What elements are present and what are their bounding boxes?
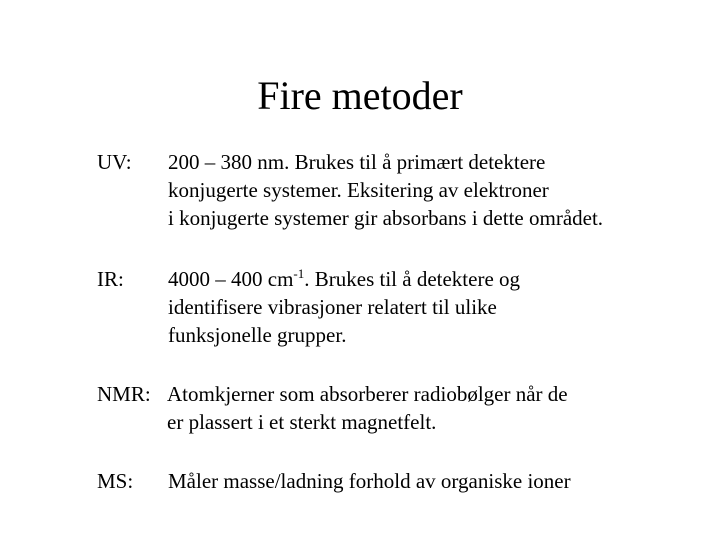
method-term-ms: MS:: [97, 469, 134, 493]
description-line: er plassert i et sterkt magnetfelt.: [167, 410, 437, 434]
method-term-ir: IR:: [97, 267, 124, 291]
method-description-ir: [168, 265, 520, 349]
description-line: identifisere vibrasjoner relatert til ulike: [168, 295, 497, 319]
method-term-uv: UV:: [97, 150, 132, 174]
slide-title: Fire metoder: [257, 73, 463, 118]
description-line: funksjonelle grupper.: [168, 323, 347, 347]
method-description-uv: [168, 148, 603, 232]
description-line: i konjugerte systemer gir absorbans i dette området.: [168, 206, 604, 230]
method-term-nmr: NMR:: [97, 382, 151, 406]
wavenumber-range: 4000 – 400 cm: [168, 267, 294, 291]
description-line: Atomkjerner som absorberer radiobølger når de: [167, 382, 568, 406]
description-line: [168, 265, 520, 293]
description-line: konjugerte systemer. Eksitering av elektroner: [168, 178, 549, 202]
method-description-nmr: [167, 380, 568, 436]
description-line: 200 – 380 nm. Brukes til å primært detektere: [168, 150, 546, 174]
method-description-ms: [168, 467, 571, 495]
description-line: Måler masse/ladning forhold av organiske ioner: [168, 469, 571, 493]
exponent-superscript: -1: [293, 266, 305, 281]
description-text: . Brukes til å detektere og: [304, 267, 521, 291]
